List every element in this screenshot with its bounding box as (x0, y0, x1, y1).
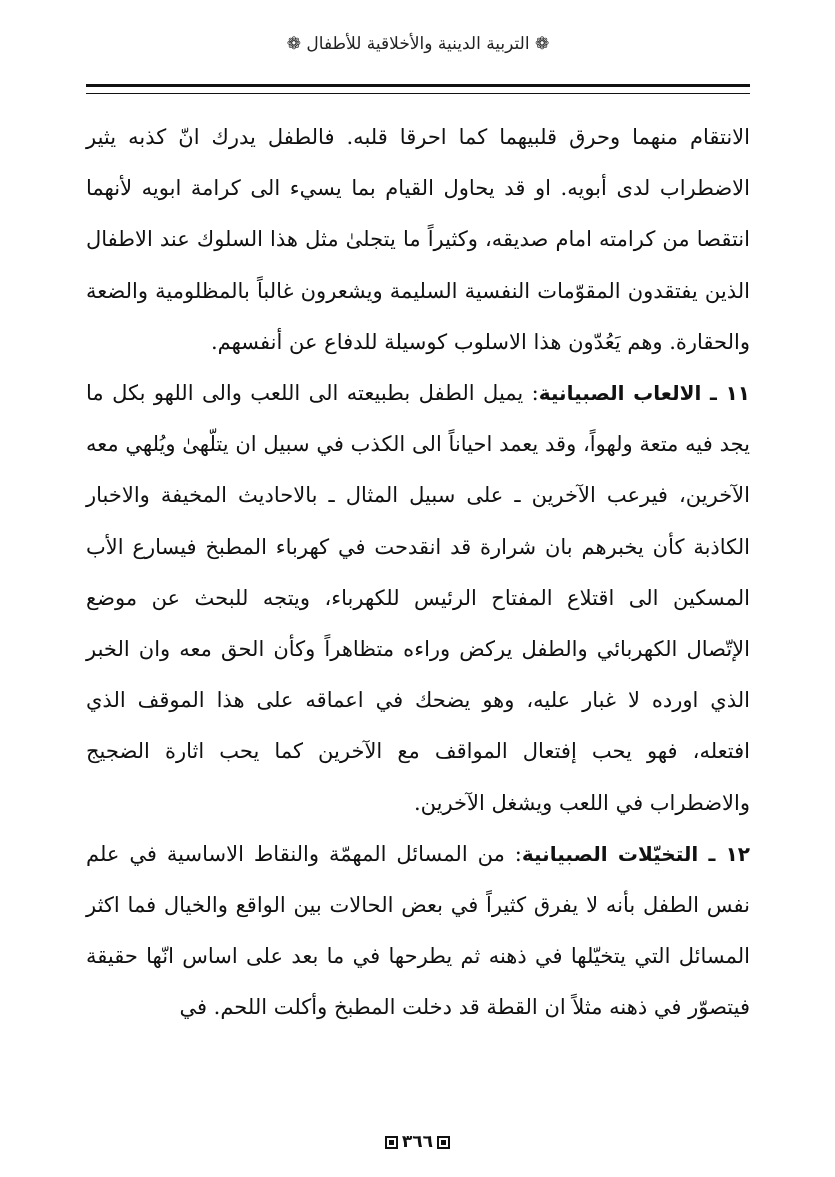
header-rule-thick (86, 84, 750, 87)
section-heading: ١٢ ـ التخيّلات الصبيانية (521, 841, 750, 866)
section-text: : من المسائل المهمّة والنقاط الاساسية في علم نفس الطفل بأنه لا يفرق كثيراً في بعض الحالات بين الواقع والخيال فما اكثر المسائل التي يتخيّلها في ذهنه ثم يطرحها في ما بعد على اساس انّها حقيقة فيتصوّر في ذهنه مثلاً ان القطة قد دخلت المطبخ وأكلت اللحم. في (86, 841, 750, 1020)
header-rule-thin (86, 93, 750, 94)
running-header: ❁ التربية الدينية والأخلاقية للأطفال ❁ (286, 34, 550, 54)
paragraph: الانتقام منهما وحرق قلبيهما كما احرقا قلبه. فالطفل يدرك انّ كذبه يثير الاضطراب لدى أبويه. او قد يحاول القيام بما يسيء الى كرامة ابويه لأنهما انتقصا من كرامته امام صديقه، وكثيراً ما يتجلىٰ مثل هذا السلوك عند الاطفال الذين يفتقدون المقوّمات النفسية السليمة ويشعرون غالباً بالمظلومية والضعة والحقارة. وهم يَعُدّون هذا الاسلوب كوسيلة للدفاع عن أنفسهم. (86, 125, 750, 354)
section-11 (86, 368, 750, 829)
section-heading: ١١ ـ الالعاب الصبيانية (538, 381, 751, 406)
page-number (0, 1132, 835, 1152)
ornament-square-icon (385, 1136, 398, 1149)
body-text (86, 112, 750, 1034)
page-number-text: ٣٦٦ (401, 1132, 434, 1152)
ornament-square-icon (437, 1136, 450, 1149)
section-12 (86, 829, 750, 1034)
section-text: : يميل الطفل بطبيعته الى اللعب والى اللهو بكل ما يجد فيه متعة ولهواً، وقد يعمد احياناً الى الكذب في سبيل ان يتلّهىٰ ويُلهي معه الآخرين، فيرعب الآخرين ـ على سبيل المثال ـ بالاحاديث المخيفة والاخبار الكاذبة كأن يخبرهم بان شرارة قد انقدحت في كهرباء المطبخ فيسارع الأب المسكين الى اقتلاع المفتاح الرئيس للكهرباء، ويتجه للبحث عن موضع الإتّصال الكهربائي والطفل يركض وراءه متظاهراً وكأن الحق معه وان الخبر الذي اورده لا غبار عليه، وهو يضحك في اعماقه على هذا الموقف الذي افتعله، فهو يحب إفتعال المواقف مع الآخرين كما يحب اثارة الضجيج والاضطراب في اللعب ويشغل الآخرين. (86, 381, 751, 815)
